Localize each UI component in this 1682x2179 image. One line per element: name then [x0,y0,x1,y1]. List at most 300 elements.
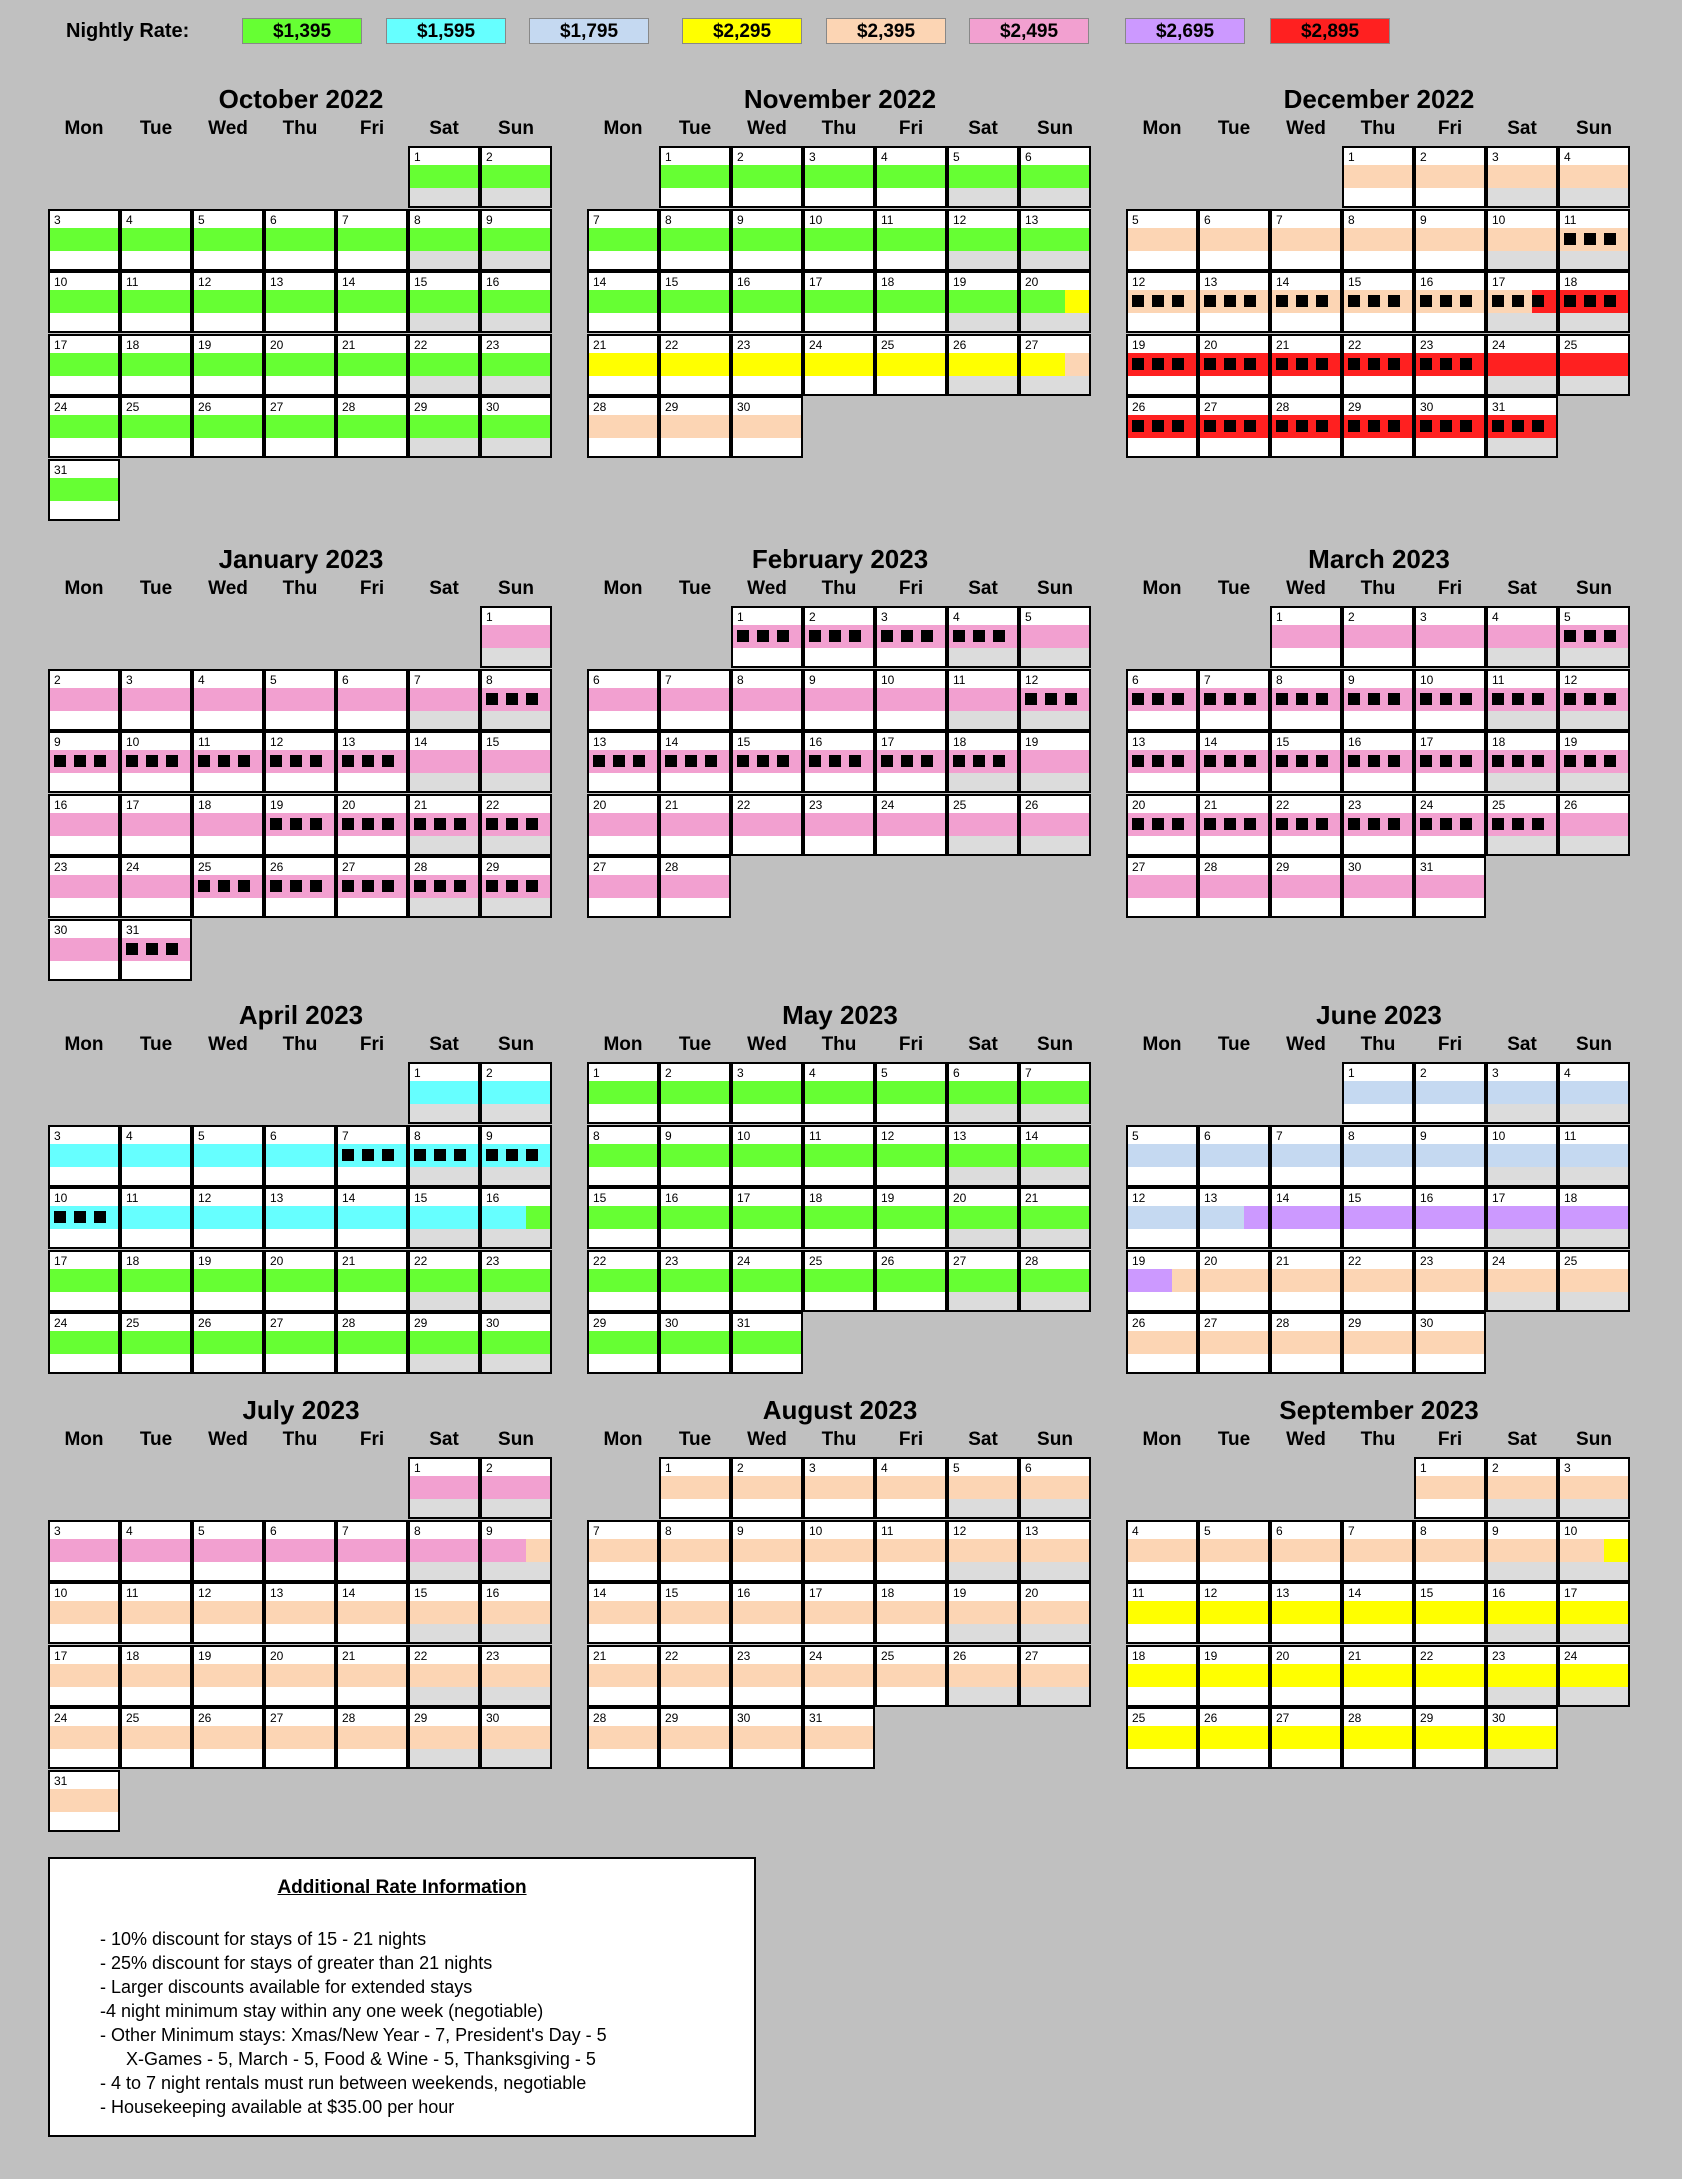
day-cell[interactable] [408,1645,480,1707]
day-cell[interactable] [1198,1125,1270,1187]
day-cell[interactable] [875,794,947,856]
day-cell[interactable] [336,396,408,458]
day-cell[interactable] [875,731,947,793]
day-cell[interactable] [192,209,264,271]
day-cell[interactable] [875,606,947,668]
day-cell[interactable] [264,731,336,793]
day-cell[interactable] [803,731,875,793]
day-cell[interactable] [1126,334,1198,396]
day-cell[interactable] [1486,606,1558,668]
day-cell[interactable] [48,334,120,396]
day-cell[interactable] [192,1125,264,1187]
day-cell[interactable] [947,794,1019,856]
day-cell[interactable] [1486,1250,1558,1312]
day-cell[interactable] [1414,1187,1486,1249]
day-cell[interactable] [1414,1062,1486,1124]
day-cell[interactable] [48,1250,120,1312]
day-cell[interactable] [192,669,264,731]
day-cell[interactable] [1342,1645,1414,1707]
day-cell[interactable] [192,856,264,918]
day-cell[interactable] [336,1707,408,1769]
day-cell[interactable] [192,396,264,458]
day-cell[interactable] [659,1520,731,1582]
day-cell[interactable] [803,209,875,271]
day-cell[interactable] [1019,606,1091,668]
day-cell[interactable] [336,731,408,793]
day-cell[interactable] [336,271,408,333]
day-cell[interactable] [803,146,875,208]
day-cell[interactable] [120,1312,192,1374]
day-cell[interactable] [659,794,731,856]
day-cell[interactable] [48,1582,120,1644]
day-cell[interactable] [803,794,875,856]
day-cell[interactable] [48,669,120,731]
day-cell[interactable] [1270,606,1342,668]
day-cell[interactable] [264,856,336,918]
day-cell[interactable] [408,669,480,731]
day-cell[interactable] [1126,1125,1198,1187]
day-cell[interactable] [336,856,408,918]
day-cell[interactable] [120,1520,192,1582]
day-cell[interactable] [1486,271,1558,333]
day-cell[interactable] [1414,669,1486,731]
day-cell[interactable] [1126,396,1198,458]
day-cell[interactable] [336,1520,408,1582]
day-cell[interactable] [587,396,659,458]
day-cell[interactable] [947,271,1019,333]
day-cell[interactable] [1126,1707,1198,1769]
day-cell[interactable] [731,209,803,271]
day-cell[interactable] [731,146,803,208]
day-cell[interactable] [120,1645,192,1707]
day-cell[interactable] [1198,1520,1270,1582]
day-cell[interactable] [1019,731,1091,793]
day-cell[interactable] [408,1582,480,1644]
day-cell[interactable] [264,271,336,333]
day-cell[interactable] [587,1187,659,1249]
day-cell[interactable] [480,1062,552,1124]
day-cell[interactable] [1558,1062,1630,1124]
day-cell[interactable] [1126,271,1198,333]
day-cell[interactable] [587,731,659,793]
day-cell[interactable] [731,271,803,333]
day-cell[interactable] [587,1312,659,1374]
day-cell[interactable] [336,209,408,271]
day-cell[interactable] [48,1645,120,1707]
day-cell[interactable] [875,1645,947,1707]
day-cell[interactable] [587,1520,659,1582]
day-cell[interactable] [803,271,875,333]
day-cell[interactable] [731,1187,803,1249]
day-cell[interactable] [120,334,192,396]
day-cell[interactable] [731,669,803,731]
day-cell[interactable] [1558,669,1630,731]
day-cell[interactable] [659,1125,731,1187]
day-cell[interactable] [480,606,552,668]
day-cell[interactable] [264,334,336,396]
day-cell[interactable] [264,1645,336,1707]
day-cell[interactable] [1198,669,1270,731]
day-cell[interactable] [408,1250,480,1312]
day-cell[interactable] [803,1707,875,1769]
day-cell[interactable] [1270,731,1342,793]
day-cell[interactable] [1414,271,1486,333]
day-cell[interactable] [947,1187,1019,1249]
day-cell[interactable] [1342,334,1414,396]
day-cell[interactable] [587,1125,659,1187]
day-cell[interactable] [1198,731,1270,793]
day-cell[interactable] [1342,1312,1414,1374]
day-cell[interactable] [480,1250,552,1312]
day-cell[interactable] [264,1707,336,1769]
day-cell[interactable] [1414,1582,1486,1644]
day-cell[interactable] [659,334,731,396]
day-cell[interactable] [1558,1250,1630,1312]
day-cell[interactable] [48,271,120,333]
day-cell[interactable] [48,1707,120,1769]
day-cell[interactable] [803,1062,875,1124]
day-cell[interactable] [192,334,264,396]
day-cell[interactable] [1486,1187,1558,1249]
day-cell[interactable] [192,1187,264,1249]
day-cell[interactable] [120,856,192,918]
day-cell[interactable] [875,1062,947,1124]
day-cell[interactable] [48,794,120,856]
day-cell[interactable] [1198,856,1270,918]
day-cell[interactable] [1486,1582,1558,1644]
day-cell[interactable] [1342,1125,1414,1187]
day-cell[interactable] [1342,1520,1414,1582]
day-cell[interactable] [1270,669,1342,731]
day-cell[interactable] [1342,271,1414,333]
day-cell[interactable] [659,856,731,918]
day-cell[interactable] [1414,794,1486,856]
day-cell[interactable] [947,1125,1019,1187]
day-cell[interactable] [875,1125,947,1187]
day-cell[interactable] [1019,1645,1091,1707]
day-cell[interactable] [48,1312,120,1374]
day-cell[interactable] [1558,794,1630,856]
day-cell[interactable] [408,271,480,333]
day-cell[interactable] [1126,1250,1198,1312]
day-cell[interactable] [1270,209,1342,271]
day-cell[interactable] [1558,334,1630,396]
day-cell[interactable] [120,209,192,271]
day-cell[interactable] [1198,794,1270,856]
day-cell[interactable] [947,669,1019,731]
day-cell[interactable] [1198,1250,1270,1312]
day-cell[interactable] [192,1250,264,1312]
day-cell[interactable] [1198,271,1270,333]
day-cell[interactable] [192,1645,264,1707]
day-cell[interactable] [1342,669,1414,731]
day-cell[interactable] [1270,1582,1342,1644]
day-cell[interactable] [1558,271,1630,333]
day-cell[interactable] [587,794,659,856]
day-cell[interactable] [192,271,264,333]
day-cell[interactable] [120,396,192,458]
day-cell[interactable] [1342,731,1414,793]
day-cell[interactable] [336,1187,408,1249]
day-cell[interactable] [1126,209,1198,271]
day-cell[interactable] [947,731,1019,793]
day-cell[interactable] [264,209,336,271]
day-cell[interactable] [120,731,192,793]
day-cell[interactable] [408,1187,480,1249]
day-cell[interactable] [1126,856,1198,918]
day-cell[interactable] [731,1062,803,1124]
day-cell[interactable] [480,794,552,856]
day-cell[interactable] [48,1187,120,1249]
day-cell[interactable] [1270,1125,1342,1187]
day-cell[interactable] [587,1062,659,1124]
day-cell[interactable] [659,731,731,793]
day-cell[interactable] [1198,334,1270,396]
day-cell[interactable] [947,146,1019,208]
day-cell[interactable] [48,396,120,458]
day-cell[interactable] [336,1250,408,1312]
day-cell[interactable] [480,209,552,271]
day-cell[interactable] [1414,396,1486,458]
day-cell[interactable] [1414,1645,1486,1707]
day-cell[interactable] [480,396,552,458]
day-cell[interactable] [1270,1707,1342,1769]
day-cell[interactable] [947,334,1019,396]
day-cell[interactable] [1486,146,1558,208]
day-cell[interactable] [659,146,731,208]
day-cell[interactable] [587,1582,659,1644]
day-cell[interactable] [1414,209,1486,271]
day-cell[interactable] [336,1645,408,1707]
day-cell[interactable] [659,396,731,458]
day-cell[interactable] [264,1187,336,1249]
day-cell[interactable] [480,856,552,918]
day-cell[interactable] [1486,1457,1558,1519]
day-cell[interactable] [1342,396,1414,458]
day-cell[interactable] [659,1707,731,1769]
day-cell[interactable] [1126,1582,1198,1644]
day-cell[interactable] [1486,1645,1558,1707]
day-cell[interactable] [1558,146,1630,208]
day-cell[interactable] [1019,1062,1091,1124]
day-cell[interactable] [1270,1250,1342,1312]
day-cell[interactable] [120,794,192,856]
day-cell[interactable] [1558,1125,1630,1187]
day-cell[interactable] [480,1457,552,1519]
day-cell[interactable] [1270,1312,1342,1374]
day-cell[interactable] [1342,1707,1414,1769]
day-cell[interactable] [408,1125,480,1187]
day-cell[interactable] [731,396,803,458]
day-cell[interactable] [1342,146,1414,208]
day-cell[interactable] [1342,1062,1414,1124]
day-cell[interactable] [875,146,947,208]
day-cell[interactable] [587,271,659,333]
day-cell[interactable] [659,1250,731,1312]
day-cell[interactable] [1486,1520,1558,1582]
day-cell[interactable] [48,1770,120,1832]
day-cell[interactable] [480,1645,552,1707]
day-cell[interactable] [731,1457,803,1519]
day-cell[interactable] [1342,794,1414,856]
day-cell[interactable] [659,1645,731,1707]
day-cell[interactable] [1198,1187,1270,1249]
day-cell[interactable] [1198,1707,1270,1769]
day-cell[interactable] [1414,856,1486,918]
day-cell[interactable] [947,1520,1019,1582]
day-cell[interactable] [1126,1187,1198,1249]
day-cell[interactable] [659,1312,731,1374]
day-cell[interactable] [731,794,803,856]
day-cell[interactable] [1558,1582,1630,1644]
day-cell[interactable] [1414,146,1486,208]
day-cell[interactable] [1126,1312,1198,1374]
day-cell[interactable] [264,669,336,731]
day-cell[interactable] [1019,1125,1091,1187]
day-cell[interactable] [1126,669,1198,731]
day-cell[interactable] [1126,731,1198,793]
day-cell[interactable] [1270,271,1342,333]
day-cell[interactable] [480,1125,552,1187]
day-cell[interactable] [1414,1457,1486,1519]
day-cell[interactable] [1558,606,1630,668]
day-cell[interactable] [192,1582,264,1644]
day-cell[interactable] [480,1520,552,1582]
day-cell[interactable] [480,1187,552,1249]
day-cell[interactable] [1270,794,1342,856]
day-cell[interactable] [480,1707,552,1769]
day-cell[interactable] [1558,1520,1630,1582]
day-cell[interactable] [408,334,480,396]
day-cell[interactable] [1270,334,1342,396]
day-cell[interactable] [336,1312,408,1374]
day-cell[interactable] [120,919,192,981]
day-cell[interactable] [408,396,480,458]
day-cell[interactable] [48,459,120,521]
day-cell[interactable] [803,334,875,396]
day-cell[interactable] [803,1520,875,1582]
day-cell[interactable] [408,856,480,918]
day-cell[interactable] [1342,1250,1414,1312]
day-cell[interactable] [1342,856,1414,918]
day-cell[interactable] [120,1187,192,1249]
day-cell[interactable] [1414,1312,1486,1374]
day-cell[interactable] [875,1520,947,1582]
day-cell[interactable] [1019,1457,1091,1519]
day-cell[interactable] [120,1125,192,1187]
day-cell[interactable] [1414,731,1486,793]
day-cell[interactable] [1342,209,1414,271]
day-cell[interactable] [336,794,408,856]
day-cell[interactable] [1019,794,1091,856]
day-cell[interactable] [803,1125,875,1187]
day-cell[interactable] [408,731,480,793]
day-cell[interactable] [408,209,480,271]
day-cell[interactable] [803,1457,875,1519]
day-cell[interactable] [659,209,731,271]
day-cell[interactable] [264,1250,336,1312]
day-cell[interactable] [48,1520,120,1582]
day-cell[interactable] [408,1707,480,1769]
day-cell[interactable] [264,1312,336,1374]
day-cell[interactable] [408,146,480,208]
day-cell[interactable] [803,1645,875,1707]
day-cell[interactable] [1019,1250,1091,1312]
day-cell[interactable] [192,731,264,793]
day-cell[interactable] [1486,1707,1558,1769]
day-cell[interactable] [1342,606,1414,668]
day-cell[interactable] [1486,1062,1558,1124]
day-cell[interactable] [264,1520,336,1582]
day-cell[interactable] [875,1582,947,1644]
day-cell[interactable] [947,1645,1019,1707]
day-cell[interactable] [731,731,803,793]
day-cell[interactable] [875,1457,947,1519]
day-cell[interactable] [1019,1187,1091,1249]
day-cell[interactable] [192,1520,264,1582]
day-cell[interactable] [659,1062,731,1124]
day-cell[interactable] [408,1312,480,1374]
day-cell[interactable] [659,1457,731,1519]
day-cell[interactable] [192,1312,264,1374]
day-cell[interactable] [1019,271,1091,333]
day-cell[interactable] [1558,1457,1630,1519]
day-cell[interactable] [587,1707,659,1769]
day-cell[interactable] [1270,1520,1342,1582]
day-cell[interactable] [1486,209,1558,271]
day-cell[interactable] [1414,1250,1486,1312]
day-cell[interactable] [120,1582,192,1644]
day-cell[interactable] [336,334,408,396]
day-cell[interactable] [659,1582,731,1644]
day-cell[interactable] [480,334,552,396]
day-cell[interactable] [1414,1520,1486,1582]
day-cell[interactable] [408,1457,480,1519]
day-cell[interactable] [336,1125,408,1187]
day-cell[interactable] [1019,1520,1091,1582]
day-cell[interactable] [947,1250,1019,1312]
day-cell[interactable] [48,919,120,981]
day-cell[interactable] [731,1707,803,1769]
day-cell[interactable] [192,794,264,856]
day-cell[interactable] [1019,209,1091,271]
day-cell[interactable] [1414,606,1486,668]
day-cell[interactable] [264,396,336,458]
day-cell[interactable] [875,271,947,333]
day-cell[interactable] [587,1250,659,1312]
day-cell[interactable] [48,731,120,793]
day-cell[interactable] [408,794,480,856]
day-cell[interactable] [1558,1645,1630,1707]
day-cell[interactable] [480,669,552,731]
day-cell[interactable] [1198,209,1270,271]
day-cell[interactable] [875,334,947,396]
day-cell[interactable] [1486,334,1558,396]
day-cell[interactable] [731,1125,803,1187]
day-cell[interactable] [1198,1312,1270,1374]
day-cell[interactable] [264,794,336,856]
day-cell[interactable] [1414,1125,1486,1187]
day-cell[interactable] [1019,146,1091,208]
day-cell[interactable] [731,1250,803,1312]
day-cell[interactable] [731,1645,803,1707]
day-cell[interactable] [731,1312,803,1374]
day-cell[interactable] [803,1582,875,1644]
day-cell[interactable] [803,669,875,731]
day-cell[interactable] [731,606,803,668]
day-cell[interactable] [875,1187,947,1249]
day-cell[interactable] [1270,856,1342,918]
